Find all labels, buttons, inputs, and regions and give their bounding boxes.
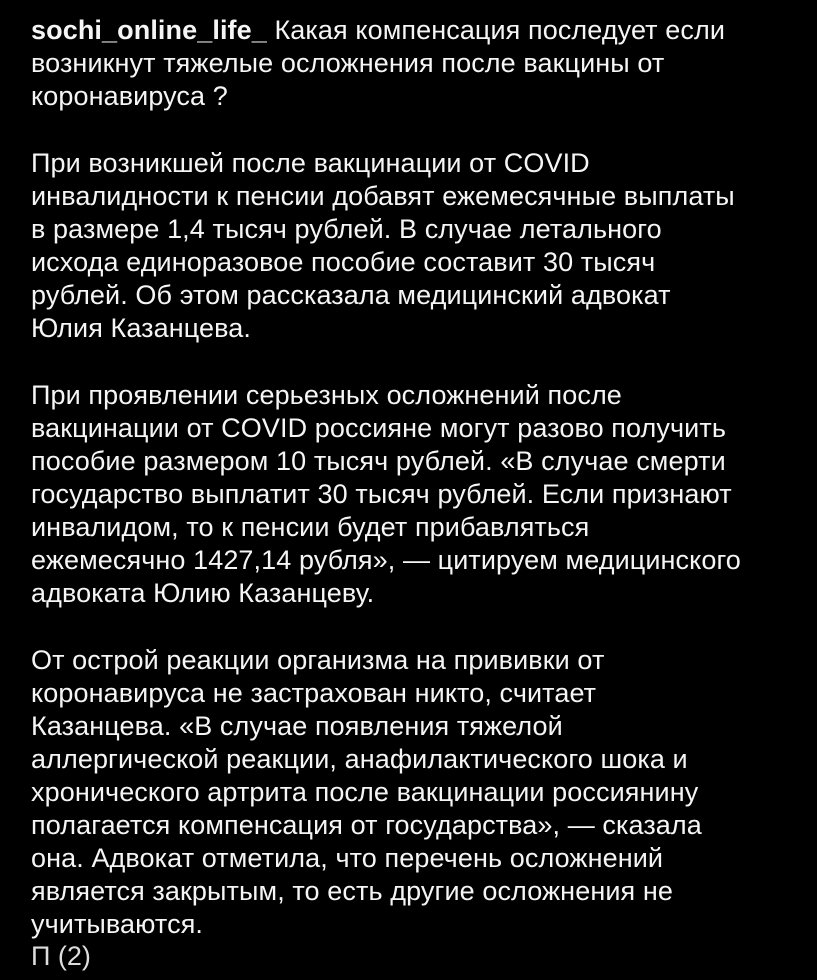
cut-off-text xyxy=(31,940,801,980)
post-caption xyxy=(31,14,801,975)
caption-paragraph-2: При проявлении серьезных осложнений после вакцинации от COVID россияне могут разово получить пособие размером 10 тысяч рублей. «В случае смерти государство выплатит 30 тысяч рублей. Если признают инвалидом, то к пенсии будет прибавляться ежемесячно 1427,14 рубля», — цитируем медицинского адвоката Юлию Казанцеву. xyxy=(31,380,741,608)
cut-off-line: П (2) xyxy=(31,941,91,971)
caption-paragraph-1: При возникшей после вакцинации от COVID инвалидности к пенсии добавят ежемесячные выплаты в размере 1,4 тысяч рублей. В случае летального исхода единоразовое пособие составит 30 тысяч рублей. Об этом рассказала медицинский адвокат Юлия Казанцева. xyxy=(31,148,735,343)
caption-intro xyxy=(31,14,801,113)
caption-title: Какая компенсация последует если возникнут тяжелые осложнения после вакцины от коронавируса ? xyxy=(31,15,726,111)
username-link[interactable]: sochi_online_life_ xyxy=(31,15,267,45)
caption-paragraph-3: От острой реакции организма на прививки от коронавируса не застрахован никто, считает Казанцева. «В случае появления тяжелой аллергической реакции, анафилактического шока и хронического артрита после вакцинации россиянину полагается компенсация от государства», — сказала она. Адвокат отметила, что перечень осложнений является закрытым, то есть другие осложнения не учитываются. xyxy=(31,645,702,939)
